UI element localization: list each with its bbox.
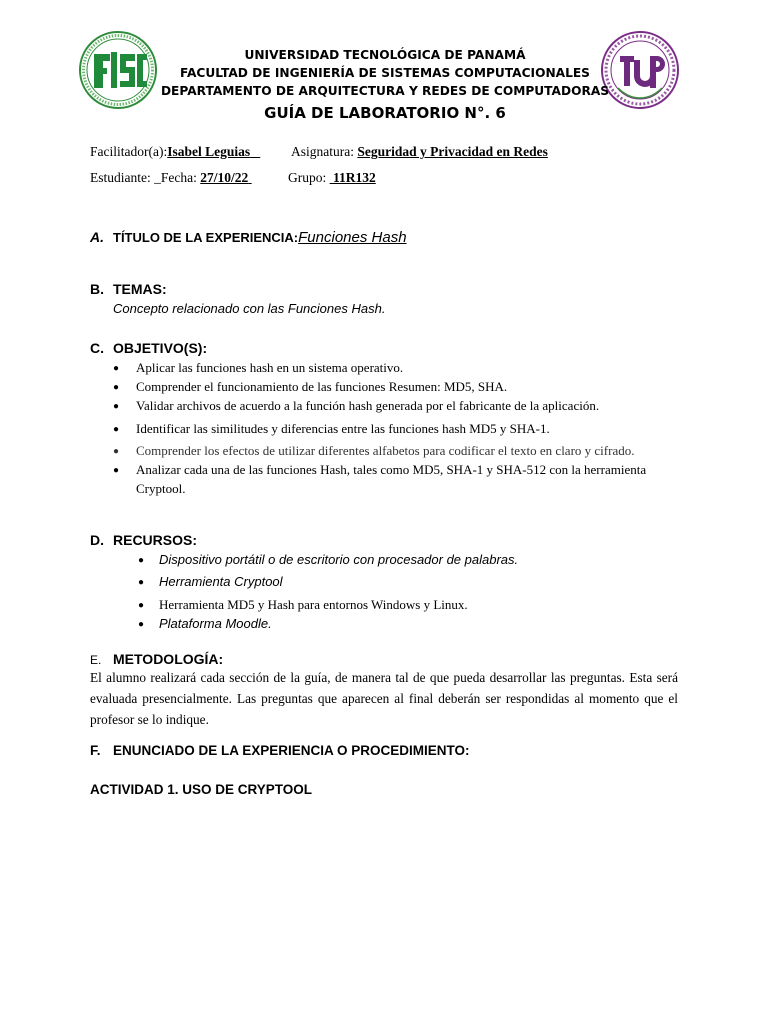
activity-heading: ACTIVIDAD 1. USO DE CRYPTOOL xyxy=(90,782,313,797)
section-a-heading xyxy=(90,229,407,246)
facilitator-line xyxy=(90,144,260,160)
objective-item: ● Validar archivos de acuerdo a la función hash generada por el fabricante de la aplicación. xyxy=(113,398,600,413)
group-value: 11R132 xyxy=(333,170,376,185)
section-e-letter: E. xyxy=(90,653,102,667)
bullet-icon: ● xyxy=(138,577,145,588)
section-c-heading xyxy=(90,340,207,356)
section-c-title: OBJETIVO(S): xyxy=(113,340,208,356)
experience-title: Funciones Hash xyxy=(298,229,407,246)
resource-item: ● Herramienta MD5 y Hash para entornos Windows y Linux. xyxy=(138,597,468,612)
section-f-title: ENUNCIADO DE LA EXPERIENCIA O PROCEDIMIENTO: xyxy=(113,743,470,758)
department-name: DEPARTAMENTO DE ARQUITECTURA Y REDES DE COMPUTADORAS xyxy=(160,84,610,98)
resource-item: ● Plataforma Moodle. xyxy=(138,616,272,631)
methodology-text: El alumno realizará cada sección de la guía, de manera tal de que pueda desarrollar las preguntas. Esta será evaluada presencialmente. Las preguntas que aparecen al final deberán ser respondidas al momento que el profesor se lo indique. xyxy=(90,670,678,727)
section-b-letter: B. xyxy=(90,281,104,297)
resource-item: ● Dispositivo portátil o de escritorio con procesador de palabras. xyxy=(138,552,519,567)
objective-item: ● Comprender los efectos de utilizar diferentes alfabetos para codificar el texto en claro y cifrado. xyxy=(113,443,635,458)
bullet-icon: ● xyxy=(138,619,145,630)
section-b-heading xyxy=(90,281,167,297)
bullet-icon: ● xyxy=(113,401,120,412)
student-date-line xyxy=(90,170,252,186)
objective-item: ● Comprender el funcionamiento de las funciones Resumen: MD5, SHA. xyxy=(113,379,508,394)
fisc-logo xyxy=(78,30,158,110)
group-label: Grupo: xyxy=(288,170,327,185)
guide-title: GUÍA DE LABORATORIO N°. 6 xyxy=(264,104,506,122)
section-e-title: METODOLOGÍA: xyxy=(113,651,224,667)
resource-item: ● Herramienta Cryptool xyxy=(138,574,283,589)
facilitator-label: Facilitador(a): xyxy=(90,144,168,159)
bullet-icon: ● xyxy=(113,424,120,435)
bullet-icon: ● xyxy=(113,446,120,457)
section-d-letter: D. xyxy=(90,532,104,548)
section-e-heading xyxy=(90,651,223,667)
bullet-icon: ● xyxy=(138,555,145,566)
subject-label: Asignatura: xyxy=(291,144,354,159)
bullet-icon: ● xyxy=(113,382,120,393)
section-d-title: RECURSOS: xyxy=(113,532,198,548)
objective-item: ● Analizar cada una de las funciones Hash, tales como MD5, SHA-1 y SHA-512 con la herramienta xyxy=(113,462,647,477)
bullet-icon: ● xyxy=(113,363,120,374)
bullet-icon: ● xyxy=(113,465,120,476)
subject-value: Seguridad y Privacidad en Redes xyxy=(357,144,548,159)
section-a-title: TÍTULO DE LA EXPERIENCIA: xyxy=(113,230,299,245)
bullet-icon: ● xyxy=(138,600,145,611)
subject-line xyxy=(291,144,548,160)
section-f-heading xyxy=(90,743,470,758)
university-name: UNIVERSIDAD TECNOLÓGICA DE PANAMÁ xyxy=(244,48,526,62)
section-d-heading xyxy=(90,532,197,548)
student-date-label: Estudiante: _Fecha: xyxy=(90,170,197,185)
date-value: 27/10/22 xyxy=(200,170,249,185)
section-b-title: TEMAS: xyxy=(113,281,167,297)
section-c-letter: C. xyxy=(90,340,104,356)
group-line xyxy=(288,170,376,186)
topics-text: Concepto relacionado con las Funciones Hash. xyxy=(113,301,386,316)
objective-item: ● Aplicar las funciones hash en un sistema operativo. xyxy=(113,360,404,375)
section-f-letter: F. xyxy=(90,743,101,758)
faculty-name: FACULTAD DE INGENIERÍA DE SISTEMAS COMPUTACIONALES xyxy=(180,66,590,80)
objective-item-continuation: Cryptool. xyxy=(136,481,186,496)
objective-item: ● Identificar las similitudes y diferencias entre las funciones hash MD5 y SHA-1. xyxy=(113,421,550,436)
section-a-letter: A. xyxy=(90,229,104,245)
facilitator-value: Isabel Leguias xyxy=(167,144,251,159)
